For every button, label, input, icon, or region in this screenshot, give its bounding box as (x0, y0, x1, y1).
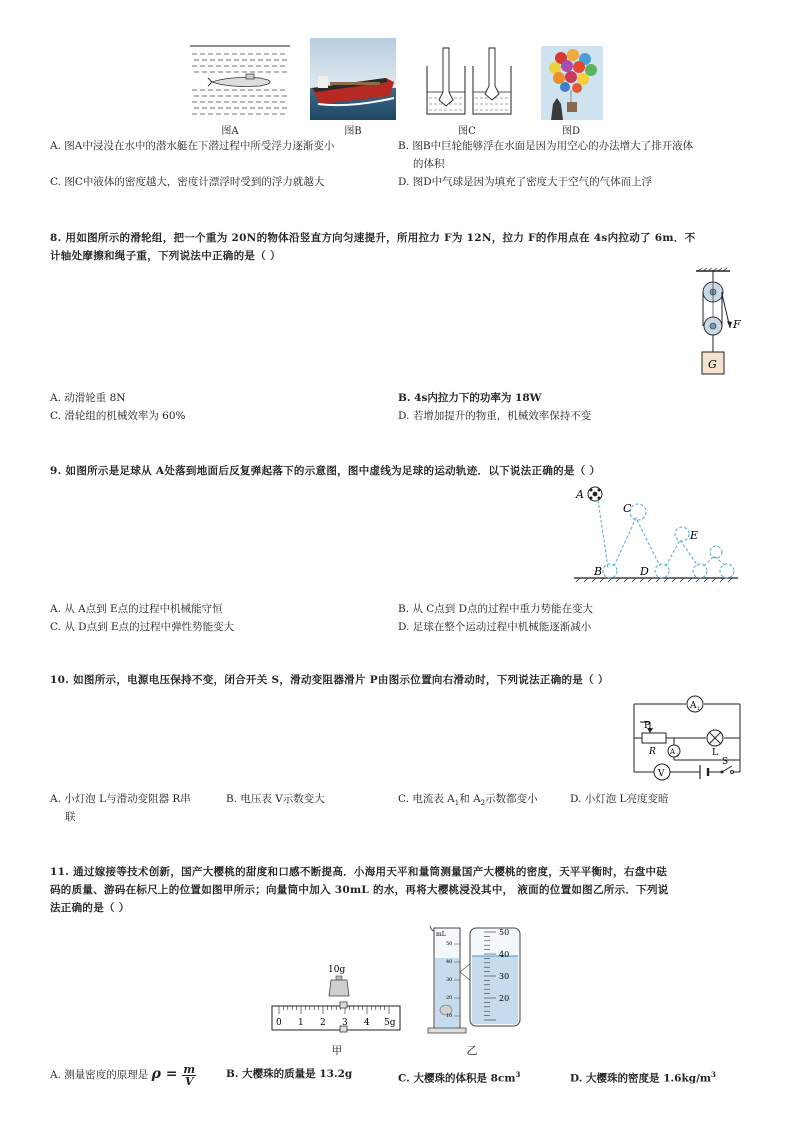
q11-option-a[interactable] (50, 1062, 196, 1087)
q11-option-d-text: D. 大樱珠的密度是 1.6kg/m (570, 1072, 712, 1085)
q8-option-c[interactable]: C. 滑轮组的机械效率为 60% (50, 410, 186, 422)
q11-weight-label: 10g (328, 965, 346, 975)
q8-force-label: F (733, 318, 741, 331)
q10-option-a-cont: 联 (65, 811, 76, 823)
q11-scale-tick-3: 3 (342, 1018, 348, 1028)
figure-b-caption: 图B (344, 126, 362, 137)
q9-point-e: E (690, 529, 699, 542)
figure-c-hydrometers (425, 48, 515, 118)
q11-cyl-small-tick-3: 20 (446, 995, 453, 1001)
q10-circuit-figure (628, 694, 744, 780)
q11-scale-tick-0: 0 (276, 1018, 282, 1028)
q11-cylinder-figure (424, 924, 524, 1036)
figure-d-balloons (541, 46, 603, 120)
q11-caption-yi: 乙 (466, 1044, 478, 1057)
q11-option-b[interactable]: B. 大樱珠的质量是 13.2g (226, 1068, 353, 1080)
q9-point-d: D (640, 565, 649, 578)
q9-option-b[interactable]: B. 从 C点到 D点的过程中重力势能在变大 (398, 603, 594, 615)
q11-caption-jia: 甲 (331, 1044, 343, 1057)
q11-density-fraction (182, 1064, 196, 1087)
q10-lamp-label: L (712, 748, 718, 758)
q11-cyl-small-tick-4: 10 (446, 1013, 453, 1019)
q11-scale-tick-5: 5g (384, 1018, 396, 1028)
q10-rheostat-label: R (649, 747, 656, 757)
q11-option-c-text: C. 大樱珠的体积是 8cm (398, 1072, 516, 1085)
q11-cylinder-unit: mL (436, 931, 446, 938)
q10-ammeter1-label: A (690, 701, 697, 711)
q9-option-c[interactable]: C. 从 D点到 E点的过程中弹性势能变大 (50, 621, 235, 633)
q11-cyl-small-tick-0: 50 (446, 941, 453, 947)
q10-option-c-post: 示数都变小 (485, 793, 538, 805)
q8-option-d[interactable]: D. 若增加提升的物重，机械效率保持不变 (398, 410, 592, 422)
q11-cyl-small-tick-1: 40 (446, 959, 453, 965)
q11-scale-tick-2: 2 (320, 1018, 326, 1028)
q9-point-b: B (594, 565, 603, 578)
q10-option-c[interactable] (398, 791, 538, 812)
q7-option-b[interactable]: B. 图B中巨轮能够浮在水面是因为用空心的办法增大了排开液体 (398, 140, 694, 152)
q10-option-c-sub2: 2 (480, 799, 486, 808)
q9-point-c: C (623, 502, 632, 515)
q11-scale-tick-1: 1 (298, 1018, 304, 1028)
figure-a-caption: 图A (221, 126, 239, 137)
q9-stem: 9. 如图所示是足球从 A处落到地面后反复弹起落下的示意图，图中虚线为足球的运动轨迹．以下说法正确的是（ ） (50, 465, 601, 477)
q7-option-b-cont: 的体积 (413, 158, 445, 170)
q11-fraction-numerator: m (183, 1062, 196, 1076)
q10-stem: 10. 如图所示，电源电压保持不变，闭合开关 S，滑动变阻器滑片 P由图示位置向右滑动时，下列说法正确的是（ ） (50, 674, 609, 686)
q8-pulley-figure (692, 268, 752, 386)
q7-option-a[interactable]: A. 图A中浸没在水中的潜水艇在下潜过程中所受浮力逐渐变小 (50, 140, 335, 152)
q8-stem: 8. 用如图所示的滑轮组，把一个重为 20N的物体沿竖直方向匀速提升，所用拉力 F为 12N，拉力 F的作用点在 4s内拉动了 6m．不 (50, 232, 696, 244)
q11-option-c[interactable] (398, 1066, 520, 1088)
figure-d-caption: 图D (561, 126, 581, 137)
q11-fraction-denominator: V (184, 1074, 194, 1088)
q11-option-c-sup: 3 (515, 1070, 521, 1079)
q9-ball-trajectory-figure (572, 482, 742, 590)
q10-option-a[interactable]: A. 小灯泡 L与滑动变阻器 R串 (50, 793, 191, 805)
q8-option-a[interactable]: A. 动滑轮重 8N (50, 392, 126, 404)
q7-option-c[interactable]: C. 图C中液体的密度越大，密度计漂浮时受到的浮力就越大 (50, 176, 325, 188)
q10-option-d[interactable]: D. 小灯泡 L亮度变暗 (570, 793, 669, 805)
q10-option-b[interactable]: B. 电压表 V示数变大 (226, 793, 325, 805)
q11-stem-cont1: 码的质量、游码在标尺上的位置如图甲所示；向量筒中加入 30mL 的水，再将大樱桃浸没其中， 液面的位置如图乙所示．下列说 (50, 884, 669, 896)
q11-cyl-big-tick-3: 20 (499, 994, 510, 1003)
q9-option-d[interactable]: D. 足球在整个运动过程中机械能逐渐减小 (398, 621, 592, 633)
q11-option-d-sup: 3 (711, 1070, 716, 1079)
q11-cyl-big-tick-1: 40 (499, 950, 510, 959)
q11-option-d[interactable] (570, 1066, 716, 1088)
figure-b-ship (310, 38, 396, 120)
q9-point-a: A (576, 488, 584, 501)
figure-a-submarine (190, 44, 290, 120)
q8-option-b[interactable]: B. 4s内拉力下的功率为 18W (398, 392, 542, 404)
q11-option-a-pre: A. 测量密度的原理是 (50, 1069, 152, 1081)
q10-option-c-sub1: 1 (454, 799, 460, 808)
q11-balance-figure (270, 962, 404, 1034)
q11-option-a-rho: ρ = (151, 1066, 183, 1082)
q11-cyl-small-tick-2: 30 (446, 977, 453, 983)
q11-stem-cont2: 法正确的是（ ） (50, 902, 130, 914)
q7-option-d[interactable]: D. 图D中气球是因为填充了密度大于空气的气体而上浮 (398, 176, 653, 188)
q10-voltmeter-label: V (658, 769, 665, 779)
q10-ammeter2-label: A (670, 748, 676, 756)
q10-slider-label: P (644, 721, 651, 731)
q11-stem: 11. 通过嫁接等技术创新，国产大樱桃的甜度和口感不断提高．小海用天平和量筒测量国产大樱桃的密度，天平平衡时，右盘中砝 (50, 866, 668, 878)
q8-weight-label: G (708, 358, 717, 371)
q11-scale-tick-4: 4 (364, 1018, 370, 1028)
figure-c-caption: 图C (458, 126, 476, 137)
q9-option-a[interactable]: A. 从 A点到 E点的过程中机械能守恒 (50, 603, 223, 615)
q10-option-c-pre: C. 电流表 A (398, 793, 455, 805)
q10-option-c-mid: 和 A (459, 793, 481, 805)
q10-switch-label: S (722, 757, 729, 767)
q8-stem-cont: 计轴处摩擦和绳子重，下列说法中正确的是（ ） (50, 250, 281, 262)
q11-cyl-big-tick-0: 50 (499, 928, 510, 937)
q10-ammeter1-sub: 1 (697, 706, 701, 712)
q11-cyl-big-tick-2: 30 (499, 972, 510, 981)
q10-ammeter2-sub: 2 (676, 752, 679, 757)
